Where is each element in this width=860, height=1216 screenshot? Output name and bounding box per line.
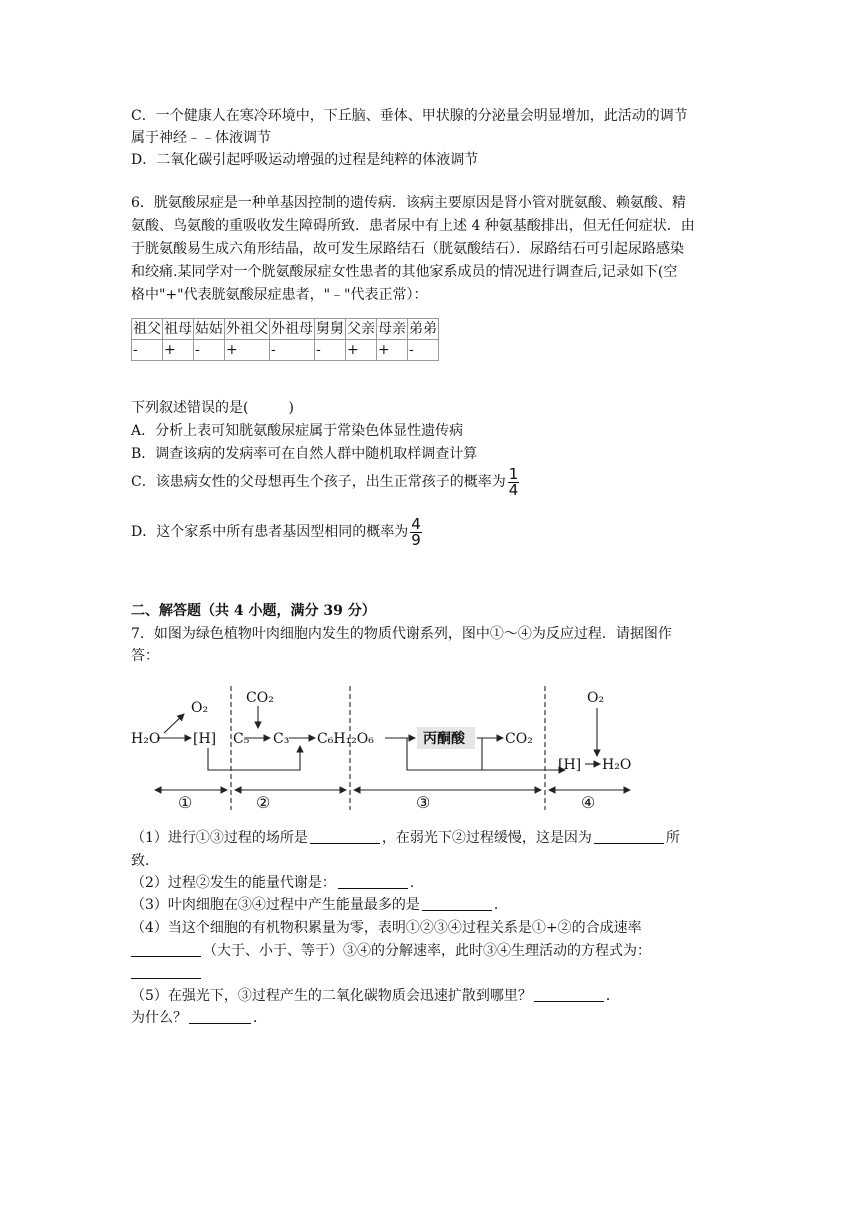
fraction-numerator: 4 xyxy=(411,514,421,533)
label-h2o-right: H₂O xyxy=(602,757,632,773)
table-header-cell: 外祖母 xyxy=(270,319,315,340)
label-pyruvate: 丙酮酸 xyxy=(423,731,465,747)
label-o2-right: O₂ xyxy=(587,690,605,706)
answer-blank[interactable] xyxy=(594,829,664,844)
table-header-cell: 母亲 xyxy=(377,319,408,340)
q7-sub1-text-a: （1）进行①③过程的场所是 xyxy=(131,830,308,846)
q7-sub4-text-b: （大于、小于、等于）③④的分解速率，此时③④生理活动的方程式为： xyxy=(203,943,651,959)
q6-prompt-text: 下列叙述错误的是( xyxy=(131,400,249,416)
label-process-3: ③ xyxy=(416,793,431,812)
table-cell: + xyxy=(377,340,408,361)
q7-sub1-text-b: ，在弱光下②过程缓慢，这是因为 xyxy=(381,830,592,846)
table-cell: - xyxy=(132,340,163,361)
q7-sub3-end: ． xyxy=(493,897,508,913)
q7-sub3-text: （3）叶肉细胞在③④过程中产生能量最多的是 xyxy=(131,897,420,913)
q7-sub5-text-a: （5）在强光下，③过程产生的二氧化碳物质会迅速扩散到哪里？ xyxy=(131,988,532,1004)
q5-option-c-line2: 属于神经﹣﹣体液调节 xyxy=(131,130,271,146)
label-glucose: C₆H₁₂O₆ xyxy=(317,731,374,747)
q5-option-c-line1: C．一个健康人在寒冷环境中，下丘脑、垂体、甲状腺的分泌量会明显增加，此活动的调节 xyxy=(131,108,688,124)
q7-sub3 xyxy=(131,895,508,915)
table-header-cell: 祖母 xyxy=(163,319,194,340)
section-heading: 二、解答题（共 4 小题，满分 39 分） xyxy=(131,603,376,619)
q7-stem-line1: 7．如图为绿色植物叶肉细胞内发生的物质代谢系列，图中①～④为反应过程．请据图作 xyxy=(131,626,672,642)
q6-option-c xyxy=(131,466,519,498)
q7-sub1-text-c: 所 xyxy=(665,830,680,846)
table-cell: + xyxy=(225,340,270,361)
answer-blank[interactable] xyxy=(131,964,201,979)
q6-stem-line3: 于胱氨酸易生成六角形结晶，故可发生尿路结石（胱氨酸结石）．尿路结石可引起尿路感染 xyxy=(131,241,684,257)
table-cell: - xyxy=(194,340,225,361)
q6-stem-line1: 6．胱氨酸尿症是一种单基因控制的遗传病．该病主要原因是肾小管对胱氨酸、赖氨酸、精 xyxy=(131,195,686,211)
label-co2-top: CO₂ xyxy=(246,690,274,706)
table-cell: - xyxy=(270,340,315,361)
label-h-left: [H] xyxy=(193,731,217,747)
q6-option-a: A．分析上表可知胱氨酸尿症属于常染色体显性遗传病 xyxy=(131,423,464,439)
q7-sub5-end-c: ． xyxy=(253,1010,267,1026)
label-process-1: ① xyxy=(178,793,193,812)
fraction xyxy=(410,514,422,549)
label-process-4: ④ xyxy=(581,793,596,812)
q7-sub1-line1 xyxy=(131,828,680,848)
table-header-cell: 外祖父 xyxy=(225,319,270,340)
q6-prompt-close: ) xyxy=(288,400,294,416)
q7-sub5-end-a: ． xyxy=(605,988,620,1004)
label-o2-left: O₂ xyxy=(191,700,209,716)
label-c5: C₅ xyxy=(233,731,250,747)
label-process-2: ② xyxy=(256,793,271,812)
answer-blank[interactable] xyxy=(338,874,408,889)
q7-sub5-line1 xyxy=(131,986,620,1006)
q7-sub1-line2: 致． xyxy=(131,853,159,869)
q7-sub5-text-c: 为什么？ xyxy=(131,1010,187,1026)
answer-blank[interactable] xyxy=(189,1009,251,1024)
table-header-cell: 姑姑 xyxy=(194,319,225,340)
label-c3: C₃ xyxy=(273,731,290,747)
label-h2o-left: H₂O xyxy=(131,731,161,747)
q7-sub5-line2 xyxy=(131,1008,267,1028)
q6-stem-line2: 氨酸、鸟氨酸的重吸收发生障碍所致．患者尿中有上述 4 种氨基酸排出，但无任何症状．由 xyxy=(131,218,695,234)
table-header-cell: 祖父 xyxy=(132,319,163,340)
fraction xyxy=(508,464,520,499)
q6-option-d-text: D．这个家系中所有患者基因型相同的概率为 xyxy=(131,524,409,540)
fraction-denominator: 4 xyxy=(508,480,519,499)
fraction-denominator: 9 xyxy=(411,530,421,549)
q6-prompt xyxy=(131,398,294,418)
family-survey-table xyxy=(131,318,439,361)
table-cell: - xyxy=(408,340,439,361)
label-h-right: [H] xyxy=(558,757,582,773)
table-cell: + xyxy=(163,340,194,361)
q7-sub4-line2 xyxy=(131,941,651,961)
table-header-cell: 舅舅 xyxy=(315,319,346,340)
label-co2-right: CO₂ xyxy=(505,731,533,747)
answer-blank[interactable] xyxy=(310,829,380,844)
table-cell: + xyxy=(346,340,377,361)
table-header-row xyxy=(132,319,439,340)
answer-blank[interactable] xyxy=(422,896,492,911)
table-header-cell: 父亲 xyxy=(346,319,377,340)
q6-stem-line4: 和绞痛.某同学对一个胱氨酸尿症女性患者的其他家系成员的情况进行调查后,记录如下(空 xyxy=(131,264,678,280)
q6-stem-line5: 格中"+"代表胱氨酸尿症患者，"﹣"代表正常）： xyxy=(131,287,428,303)
q7-sub4-line3 xyxy=(131,963,203,983)
q5-option-d: D．二氧化碳引起呼吸运动增强的过程是纯粹的体液调节 xyxy=(131,152,479,168)
q7-stem-line2: 答： xyxy=(131,648,159,664)
table-header-cell: 弟弟 xyxy=(408,319,439,340)
q6-option-c-text: C．该患病女性的父母想再生个孩子，出生正常孩子的概率为 xyxy=(131,474,506,490)
answer-blank[interactable] xyxy=(131,942,201,957)
q6-option-b: B．调查该病的发病率可在自然人群中随机取样调查计算 xyxy=(131,446,478,462)
q7-sub4-line1: （4）当这个细胞的有机物积累量为零，表明①②③④过程关系是①+②的合成速率 xyxy=(131,920,642,936)
table-row xyxy=(132,340,439,361)
q7-sub2 xyxy=(131,873,424,893)
answer-blank[interactable] xyxy=(534,987,604,1002)
q7-sub2-text: （2）过程②发生的能量代谢是： xyxy=(131,875,336,891)
table-cell: - xyxy=(315,340,346,361)
fraction-numerator: 1 xyxy=(508,464,519,483)
q6-option-d xyxy=(131,516,422,548)
metabolism-diagram xyxy=(125,678,655,818)
q7-sub2-end: ． xyxy=(409,875,424,891)
